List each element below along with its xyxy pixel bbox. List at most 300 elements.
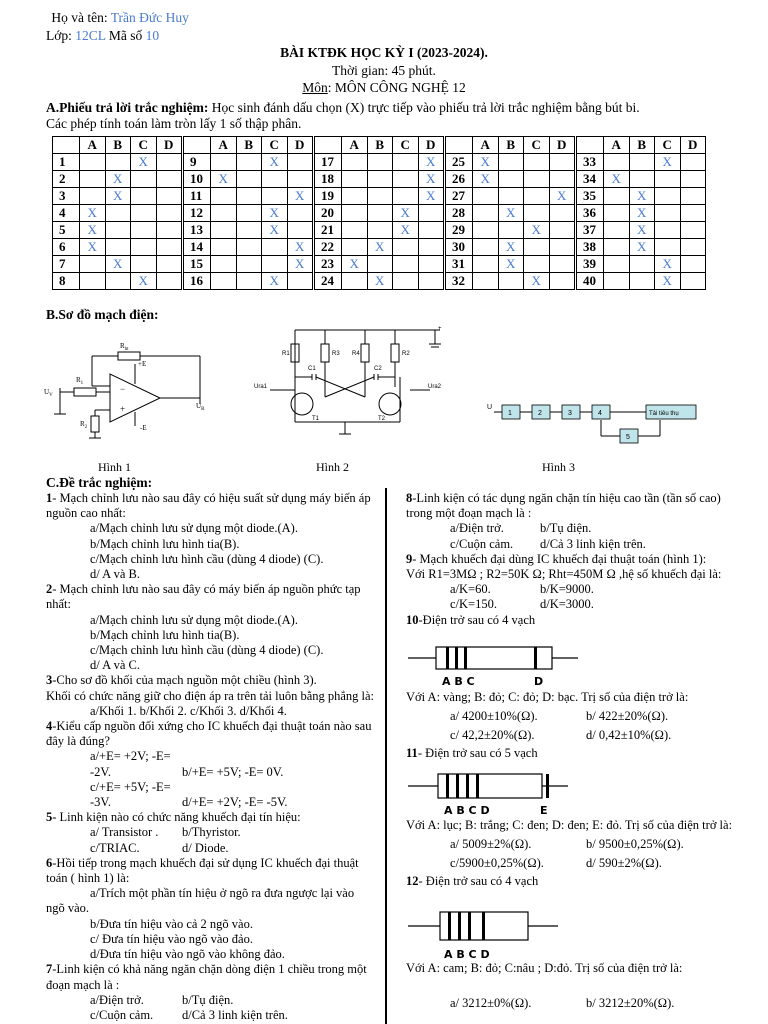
answer-cell-q25-b[interactable]	[498, 154, 524, 171]
question-number: 12	[183, 205, 211, 222]
question-option: a/Trích một phần tín hiệu ở ngõ ra đưa ngược lại vào	[90, 886, 355, 901]
answer-cell-q9-c[interactable]: X	[262, 154, 288, 171]
subject-label: Môn	[302, 80, 328, 95]
header-col-a: A	[211, 137, 237, 154]
class-value: 12CL	[75, 28, 106, 43]
header-col-a: A	[80, 137, 106, 154]
q10-stem: 10-Điện trở sau có 4 vạch	[406, 612, 536, 627]
answer-cell-q39-c[interactable]: X	[655, 256, 681, 273]
answer-cell-q38-b[interactable]: X	[629, 239, 655, 256]
question-number: 20	[314, 205, 342, 222]
question-number: 37	[576, 222, 604, 239]
answer-cell-q10-d[interactable]	[287, 171, 314, 188]
q9-given: Với R1=3MΩ ; R2=50K Ω; Rht=450M Ω ,hệ số khuếch đại là:	[406, 567, 722, 582]
question-number: 32	[445, 273, 473, 290]
answer-cell-q4-d[interactable]	[156, 205, 183, 222]
answer-cell-q17-d[interactable]: X	[418, 154, 445, 171]
answer-cell-q30-c[interactable]	[524, 239, 550, 256]
q10-band-abc: A B C	[442, 675, 475, 688]
answer-cell-q26-b[interactable]	[498, 171, 524, 188]
question-number: 6	[53, 239, 80, 256]
answer-cell-q32-d[interactable]	[549, 273, 576, 290]
answer-cell-q34-d[interactable]	[680, 171, 706, 188]
fig3-block-4: 4	[598, 410, 602, 417]
header-col-b: B	[498, 137, 524, 154]
question-4-stem: 4-Kiểu cấp nguồn đối xứng cho IC khuếch đại thuật toán nào sau đây là đúng?	[46, 719, 372, 749]
answer-cell-q22-c[interactable]	[393, 239, 419, 256]
answer-table-row	[53, 205, 706, 222]
fig1-rht-label: $R_{ht}$	[120, 342, 129, 352]
fig3-load-label: Tải tiêu thụ	[649, 411, 679, 417]
answer-cell-q19-d[interactable]: X	[418, 188, 445, 205]
answer-cell-q12-c[interactable]: X	[262, 205, 288, 222]
q10-options-row2: c/ 42,2±20%(Ω). d/ 0,42±10%(Ω).	[450, 728, 672, 743]
answer-cell-q13-c[interactable]: X	[262, 222, 288, 239]
answer-cell-q25-d[interactable]	[549, 154, 576, 171]
answer-cell-q14-d[interactable]: X	[287, 239, 314, 256]
part-a-note: Các phép tính toán làm tròn lấy 1 số thập phân.	[46, 116, 302, 131]
header-col-d: D	[156, 137, 183, 154]
answer-cell-q27-b[interactable]	[498, 188, 524, 205]
answer-cell-q35-a[interactable]	[604, 188, 630, 205]
question-number: 21	[314, 222, 342, 239]
answer-cell-q4-c[interactable]	[131, 205, 157, 222]
answer-cell-q40-b[interactable]	[629, 273, 655, 290]
fig3-block-2: 2	[538, 410, 542, 417]
answer-cell-q21-d[interactable]	[418, 222, 445, 239]
answer-table-row	[53, 222, 706, 239]
question-option: a/Mạch chỉnh lưu sử dụng một diode.(A).	[90, 521, 298, 536]
q12-resistor-diagram	[406, 906, 562, 962]
question-number: 39	[576, 256, 604, 273]
fig2-c2-label: C2	[374, 366, 382, 372]
answer-cell-q11-c[interactable]	[262, 188, 288, 205]
fig2-t2-label: T2	[378, 416, 386, 422]
answer-cell-q19-a[interactable]	[342, 188, 368, 205]
q12-band-labels: A B C D	[444, 948, 490, 961]
figure-1-opamp-circuit	[40, 326, 220, 446]
answer-cell-q15-a[interactable]	[211, 256, 237, 273]
question-number: 10	[183, 171, 211, 188]
question-number: 36	[576, 205, 604, 222]
answer-cell-q24-c[interactable]	[393, 273, 419, 290]
question-option: b/Đưa tín hiệu vào cả 2 ngõ vào.	[90, 916, 253, 931]
question-number: 29	[445, 222, 473, 239]
answer-cell-q18-c[interactable]	[393, 171, 419, 188]
answer-cell-q26-c[interactable]	[524, 171, 550, 188]
answer-cell-q16-d[interactable]	[287, 273, 314, 290]
answer-cell-q7-d[interactable]	[156, 256, 183, 273]
answer-cell-q33-a[interactable]	[604, 154, 630, 171]
answer-cell-q25-a[interactable]: X	[473, 154, 499, 171]
q11-resistor-diagram	[406, 770, 572, 816]
answer-cell-q35-c[interactable]	[655, 188, 681, 205]
fig2-c1-label: C1	[308, 366, 316, 372]
fig2-r4-label: R4	[352, 351, 360, 357]
answer-cell-q29-c[interactable]: X	[524, 222, 550, 239]
answer-cell-q40-d[interactable]	[680, 273, 706, 290]
answer-sheet-table	[52, 136, 706, 290]
q12-given: Với A: cam; B: đỏ; C:nâu ; D:đỏ. Trị số của điện trở là:	[406, 961, 683, 975]
question-option: c/ Đưa tín hiệu vào ngõ vào đảo.	[90, 931, 253, 946]
answer-cell-q26-a[interactable]: X	[473, 171, 499, 188]
figure-2-multivibrator-circuit	[250, 322, 450, 447]
answer-table-row	[53, 154, 706, 171]
header-number-cell	[576, 137, 604, 154]
question-6-stem: 6-Hồi tiếp trong mạch khuếch đại sử dụng IC khuếch đại thuật toán ( hình 1) là:	[46, 855, 359, 886]
answer-cell-q26-d[interactable]	[549, 171, 576, 188]
answer-cell-q21-a[interactable]	[342, 222, 368, 239]
question-option: d/ A và C.	[90, 658, 141, 673]
answer-cell-q36-d[interactable]	[680, 205, 706, 222]
answer-cell-q39-d[interactable]	[680, 256, 706, 273]
right-question-column	[406, 491, 726, 628]
answer-cell-q17-c[interactable]	[393, 154, 419, 171]
answer-cell-q1-b[interactable]	[105, 154, 131, 171]
answer-cell-q11-d[interactable]: X	[287, 188, 314, 205]
answer-cell-q2-d[interactable]	[156, 171, 183, 188]
q11-band-abcd: A B C D	[444, 804, 490, 816]
fig2-r1-label: R1	[282, 351, 290, 357]
answer-cell-q6-b[interactable]	[105, 239, 131, 256]
answer-cell-q37-b[interactable]: X	[629, 222, 655, 239]
question-5-stem: 5- Linh kiện nào có chức năng khuếch đại tín hiệu:	[46, 810, 301, 825]
answer-cell-q17-a[interactable]	[342, 154, 368, 171]
exam-time: Thời gian: 45 phút.	[332, 63, 436, 78]
answer-cell-q20-b[interactable]	[367, 205, 393, 222]
answer-cell-q3-a[interactable]	[80, 188, 106, 205]
question-number: 5	[53, 222, 80, 239]
answer-cell-q5-c[interactable]	[131, 222, 157, 239]
answer-cell-q3-d[interactable]	[156, 188, 183, 205]
answer-table-row	[53, 171, 706, 188]
header-col-a: A	[342, 137, 368, 154]
answer-cell-q37-d[interactable]	[680, 222, 706, 239]
answer-cell-q22-a[interactable]	[342, 239, 368, 256]
answer-cell-q15-c[interactable]	[262, 256, 288, 273]
question-option: d/ A và B.	[90, 567, 141, 582]
q11-band-e: E	[540, 804, 548, 816]
answer-cell-q8-b[interactable]	[105, 273, 131, 290]
answer-cell-q28-b[interactable]: X	[498, 205, 524, 222]
answer-cell-q37-a[interactable]	[604, 222, 630, 239]
id-label: Mã số	[108, 28, 143, 43]
q9-options-row1: a/K=60. b/K=9000.	[450, 582, 594, 597]
answer-cell-q1-c[interactable]: X	[131, 154, 157, 171]
header-col-b: B	[629, 137, 655, 154]
answer-cell-q39-b[interactable]	[629, 256, 655, 273]
answer-cell-q27-a[interactable]	[473, 188, 499, 205]
header-col-b: B	[367, 137, 393, 154]
answer-cell-q10-c[interactable]	[262, 171, 288, 188]
answer-cell-q2-b[interactable]: X	[105, 171, 131, 188]
answer-cell-q7-a[interactable]	[80, 256, 106, 273]
question-number: 28	[445, 205, 473, 222]
header-col-c: C	[393, 137, 419, 154]
part-a-instructions	[46, 100, 746, 132]
question-number: 7	[53, 256, 80, 273]
answer-table-row	[53, 273, 706, 290]
answer-cell-q33-d[interactable]	[680, 154, 706, 171]
answer-cell-q10-a[interactable]: X	[211, 171, 237, 188]
q8-stem: 8-Linh kiện có tác dụng ngăn chặn tín hiệu cao tần (tần số cao) trong một đoạn mạch là :	[406, 491, 721, 521]
answer-cell-q14-a[interactable]	[211, 239, 237, 256]
header-col-d: D	[680, 137, 706, 154]
answer-cell-q13-b[interactable]	[236, 222, 262, 239]
fig2-t1-label: T1	[312, 416, 320, 422]
question-text: ngõ vào.	[46, 901, 90, 916]
answer-cell-q22-b[interactable]: X	[367, 239, 393, 256]
answer-cell-q34-a[interactable]: X	[604, 171, 630, 188]
answer-cell-q13-d[interactable]	[287, 222, 314, 239]
q11-details	[406, 818, 736, 889]
student-name-line	[48, 10, 189, 26]
answer-cell-q40-c[interactable]: X	[655, 273, 681, 290]
answer-cell-q4-a[interactable]: X	[80, 205, 106, 222]
fig2-plus-label: +	[438, 326, 442, 332]
question-number: 35	[576, 188, 604, 205]
question-2-stem: 2- Mạch chỉnh lưu nào sau đây có máy biến áp nguồn phức tạp nhất:	[46, 582, 361, 612]
answer-cell-q5-b[interactable]	[105, 222, 131, 239]
answer-table-row	[53, 188, 706, 205]
answer-cell-q3-b[interactable]: X	[105, 188, 131, 205]
id-value: 10	[145, 28, 160, 43]
answer-cell-q20-d[interactable]	[418, 205, 445, 222]
q11-given: Với A: lục; B: trắng; C: đen; D: đen; E: đỏ. Trị số của điện trở là:	[406, 818, 733, 832]
answer-cell-q9-a[interactable]	[211, 154, 237, 171]
answer-cell-q40-a[interactable]	[604, 273, 630, 290]
header-col-a: A	[473, 137, 499, 154]
left-question-column	[46, 491, 376, 1023]
answer-cell-q22-d[interactable]	[418, 239, 445, 256]
answer-cell-q34-c[interactable]	[655, 171, 681, 188]
answer-cell-q29-a[interactable]	[473, 222, 499, 239]
answer-cell-q21-b[interactable]	[367, 222, 393, 239]
answer-cell-q6-a[interactable]: X	[80, 239, 106, 256]
answer-cell-q12-a[interactable]	[211, 205, 237, 222]
fig1-plus-e-label: +E	[138, 360, 147, 368]
answer-cell-q1-a[interactable]	[80, 154, 106, 171]
question-number: 33	[576, 154, 604, 171]
question-number: 13	[183, 222, 211, 239]
answer-cell-q14-b[interactable]	[236, 239, 262, 256]
fig2-ura2-label: Ura2	[428, 384, 442, 390]
answer-cell-q2-a[interactable]	[80, 171, 106, 188]
answer-cell-q24-a[interactable]	[342, 273, 368, 290]
figure-3-caption: Hình 3	[542, 460, 575, 474]
answer-cell-q29-d[interactable]	[549, 222, 576, 239]
answer-cell-q19-b[interactable]	[367, 188, 393, 205]
answer-cell-q16-c[interactable]: X	[262, 273, 288, 290]
answer-cell-q36-b[interactable]: X	[629, 205, 655, 222]
question-number: 34	[576, 171, 604, 188]
answer-cell-q8-a[interactable]	[80, 273, 106, 290]
answer-cell-q29-b[interactable]	[498, 222, 524, 239]
q10-band-d: D	[534, 675, 544, 688]
fig3-block-1: 1	[508, 410, 512, 417]
answer-cell-q6-d[interactable]	[156, 239, 183, 256]
answer-cell-q39-a[interactable]	[604, 256, 630, 273]
question-option: c/Mạch chỉnh lưu hình cầu (dùng 4 diode) (C).	[90, 551, 324, 566]
answer-cell-q15-b[interactable]	[236, 256, 262, 273]
answer-cell-q25-c[interactable]	[524, 154, 550, 171]
q8-options-row2: c/Cuộn cảm. d/Cả 3 linh kiện trên.	[450, 536, 646, 551]
answer-cell-q37-c[interactable]	[655, 222, 681, 239]
question-number: 2	[53, 171, 80, 188]
header-number-cell	[314, 137, 342, 154]
q10-options-row1: a/ 4200±10%(Ω). b/ 422±20%(Ω).	[450, 709, 669, 724]
fig2-r2-label: R2	[402, 351, 410, 357]
answer-cell-q31-a[interactable]	[473, 256, 499, 273]
answer-cell-q8-d[interactable]	[156, 273, 183, 290]
answer-cell-q32-c[interactable]: X	[524, 273, 550, 290]
question-1-stem: 1- Mạch chỉnh lưu nào sau đây có hiệu suất sử dụng máy biến áp nguồn cao nhất:	[46, 491, 371, 521]
answer-cell-q16-b[interactable]	[236, 273, 262, 290]
question-text: Khối có chức năng giữ cho điện áp ra trên tải luôn bằng phẳng là:	[46, 688, 375, 703]
answer-cell-q31-c[interactable]	[524, 256, 550, 273]
answer-cell-q4-b[interactable]	[105, 205, 131, 222]
question-number: 9	[183, 154, 211, 171]
q11-options-row2: c/5900±0,25%(Ω). d/ 590±2%(Ω).	[450, 856, 662, 871]
answer-cell-q30-a[interactable]	[473, 239, 499, 256]
fig1-plus-input: +	[120, 404, 126, 414]
fig1-r2-label: $R_2$	[80, 420, 88, 430]
answer-cell-q21-c[interactable]: X	[393, 222, 419, 239]
answer-cell-q28-d[interactable]	[549, 205, 576, 222]
answer-cell-q2-c[interactable]	[131, 171, 157, 188]
answer-cell-q10-b[interactable]	[236, 171, 262, 188]
answer-cell-q19-c[interactable]	[393, 188, 419, 205]
header-col-c: C	[655, 137, 681, 154]
question-option-pair: c/Cuộn cảm. d/Cả 3 linh kiện trên.	[90, 1007, 288, 1022]
header-col-d: D	[287, 137, 314, 154]
answer-cell-q20-c[interactable]: X	[393, 205, 419, 222]
question-option-pair: c/TRIAC. d/ Diode.	[90, 840, 229, 855]
question-option: c/Mạch chỉnh lưu hình cầu (dùng 4 diode) (C).	[90, 643, 324, 658]
q12-details	[406, 961, 736, 1011]
question-option-pair: c/+E= +5V; -E= -3V. d/+E= +2V; -E= -5V.	[90, 779, 288, 810]
answer-cell-q9-b[interactable]	[236, 154, 262, 171]
answer-cell-q1-d[interactable]	[156, 154, 183, 171]
answer-cell-q38-d[interactable]	[680, 239, 706, 256]
answer-cell-q28-a[interactable]	[473, 205, 499, 222]
answer-cell-q27-c[interactable]	[524, 188, 550, 205]
class-label: Lớp:	[46, 28, 72, 43]
figure-1-caption: Hình 1	[98, 460, 131, 474]
answer-cell-q32-a[interactable]	[473, 273, 499, 290]
header-col-c: C	[131, 137, 157, 154]
answer-cell-q8-c[interactable]: X	[131, 273, 157, 290]
header-col-c: C	[262, 137, 288, 154]
answer-cell-q20-a[interactable]	[342, 205, 368, 222]
header-number-cell	[183, 137, 211, 154]
answer-cell-q23-d[interactable]	[418, 256, 445, 273]
header-col-b: B	[105, 137, 131, 154]
question-3-stem: 3-Cho sơ đồ khối của mạch nguồn một chiều (hình 3).	[46, 673, 317, 688]
answer-cell-q31-b[interactable]: X	[498, 256, 524, 273]
answer-cell-q38-a[interactable]	[604, 239, 630, 256]
exam-title: BÀI KTĐK HỌC KỲ I (2023-2024).	[280, 45, 488, 60]
answer-cell-q18-d[interactable]: X	[418, 171, 445, 188]
answer-cell-q35-b[interactable]: X	[629, 188, 655, 205]
answer-cell-q13-a[interactable]	[211, 222, 237, 239]
answer-cell-q24-d[interactable]	[418, 273, 445, 290]
name-value: Trần Đức Huy	[110, 10, 189, 25]
answer-cell-q33-b[interactable]	[629, 154, 655, 171]
question-number: 30	[445, 239, 473, 256]
fig2-ura1-label: Ura1	[254, 384, 268, 390]
answer-cell-q12-b[interactable]	[236, 205, 262, 222]
answer-cell-q18-b[interactable]	[367, 171, 393, 188]
answer-cell-q18-a[interactable]	[342, 171, 368, 188]
answer-cell-q35-d[interactable]	[680, 188, 706, 205]
answer-cell-q7-c[interactable]	[131, 256, 157, 273]
answer-cell-q11-a[interactable]	[211, 188, 237, 205]
answer-cell-q5-a[interactable]: X	[80, 222, 106, 239]
answer-cell-q3-c[interactable]	[131, 188, 157, 205]
answer-cell-q24-b[interactable]: X	[367, 273, 393, 290]
q12-options-row1: a/ 3212±0%(Ω). b/ 3212±20%(Ω).	[450, 996, 675, 1011]
fig2-r3-label: R3	[332, 351, 340, 357]
q11-stem: 11- Điện trở sau có 5 vạch	[406, 745, 538, 760]
header-col-d: D	[418, 137, 445, 154]
answer-cell-q23-c[interactable]	[393, 256, 419, 273]
answer-cell-q14-c[interactable]	[262, 239, 288, 256]
question-number: 23	[314, 256, 342, 273]
question-option: a/Mạch chỉnh lưu sử dụng một diode.(A).	[90, 612, 298, 627]
answer-cell-q30-d[interactable]	[549, 239, 576, 256]
header-col-a: A	[604, 137, 630, 154]
answer-cell-q33-c[interactable]: X	[655, 154, 681, 171]
question-number: 16	[183, 273, 211, 290]
header-col-d: D	[549, 137, 576, 154]
answer-cell-q38-c[interactable]	[655, 239, 681, 256]
answer-cell-q11-b[interactable]	[236, 188, 262, 205]
answer-cell-q30-b[interactable]: X	[498, 239, 524, 256]
part-a-heading: A.Phiếu trả lời trắc nghiệm:	[46, 100, 209, 115]
answer-cell-q23-a[interactable]: X	[342, 256, 368, 273]
q9-stem: 9- Mạch khuếch đại dùng IC khuếch đại thuật toán (hình 1):	[406, 551, 707, 566]
answer-cell-q36-c[interactable]	[655, 205, 681, 222]
answer-cell-q23-b[interactable]	[367, 256, 393, 273]
question-number: 26	[445, 171, 473, 188]
question-number: 1	[53, 154, 80, 171]
question-number: 14	[183, 239, 211, 256]
answer-cell-q6-c[interactable]	[131, 239, 157, 256]
answer-cell-q15-d[interactable]: X	[287, 256, 314, 273]
question-option: d/Đưa tín hiệu vào ngõ vào không đảo.	[90, 947, 285, 962]
answer-cell-q16-a[interactable]	[211, 273, 237, 290]
answer-cell-q36-a[interactable]	[604, 205, 630, 222]
answer-cell-q31-d[interactable]	[549, 256, 576, 273]
question-number: 27	[445, 188, 473, 205]
header-col-c: C	[524, 137, 550, 154]
question-number: 24	[314, 273, 342, 290]
answer-cell-q5-d[interactable]	[156, 222, 183, 239]
answer-cell-q34-b[interactable]	[629, 171, 655, 188]
answer-cell-q12-d[interactable]	[287, 205, 314, 222]
question-option-pair: a/+E= +2V; -E= -2V. b/+E= +5V; -E= 0V.	[90, 749, 284, 779]
answer-cell-q28-c[interactable]	[524, 205, 550, 222]
answer-cell-q32-b[interactable]	[498, 273, 524, 290]
answer-cell-q27-d[interactable]: X	[549, 188, 576, 205]
fig3-block-3: 3	[568, 410, 572, 417]
q10-given: Với A: vàng; B: đỏ; C: đỏ; D: bạc. Trị số của điện trở là:	[406, 690, 689, 704]
answer-cell-q9-d[interactable]	[287, 154, 314, 171]
class-line	[46, 28, 159, 44]
answer-cell-q17-b[interactable]	[367, 154, 393, 171]
answer-cell-q7-b[interactable]: X	[105, 256, 131, 273]
